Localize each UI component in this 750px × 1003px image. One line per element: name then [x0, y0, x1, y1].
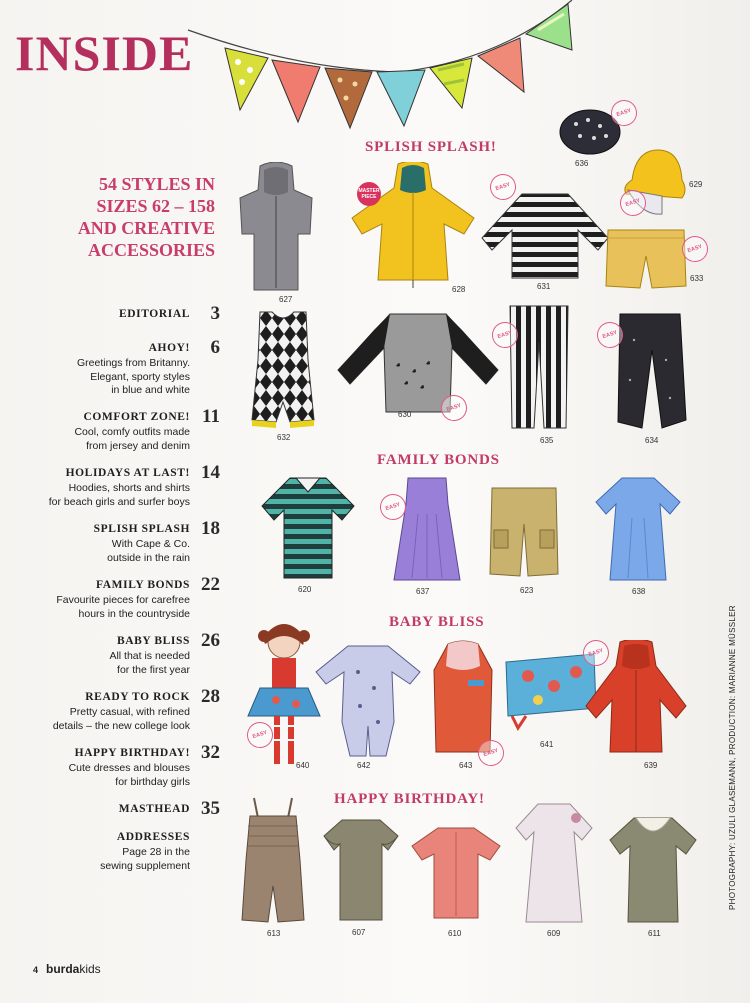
toc-description: Greetings from Britanny. Elegant, sporty styles in blue and white: [76, 357, 190, 396]
photo-credit: PHOTOGRAPHY: UZULI GLASEMANN, PRODUCTION: MARIANNE MÜSSLER: [728, 605, 737, 910]
item-number-641: 641: [540, 740, 554, 749]
easy-badge: EASY: [438, 392, 471, 425]
toc-page-number: 14: [201, 462, 220, 483]
brand-bold: burda: [46, 962, 80, 976]
toc-page-number: 35: [201, 798, 220, 819]
toc-description: Hoodies, shorts and shirts for beach girls and surfer boys: [48, 482, 190, 508]
easy-badge: EASY: [608, 97, 641, 130]
easy-badge: EASY: [487, 171, 520, 204]
section-title-baby-bliss: BABY BLISS: [389, 614, 485, 630]
item-611-lace-collar-dress[interactable]: [606, 814, 700, 926]
toc-heading: HOLIDAYS AT LAST!: [65, 467, 190, 479]
item-number-640: 640: [296, 761, 310, 770]
item-number-628: 628: [452, 285, 466, 294]
item-number-632: 632: [277, 433, 291, 442]
item-607-ruffle-blouse[interactable]: [322, 816, 400, 924]
item-620-striped-polo[interactable]: [258, 474, 358, 582]
toc-heading: EDITORIAL: [118, 308, 190, 320]
toc-heading: BABY BLISS: [116, 635, 190, 647]
item-633-yellow-shorts[interactable]: [604, 226, 688, 294]
easy-badge: EASY: [377, 491, 410, 524]
item-number-634: 634: [645, 436, 659, 445]
item-638-blue-dress[interactable]: [592, 474, 684, 584]
easy-badge: EASY: [594, 319, 627, 352]
section-title-family-bonds: FAMILY BONDS: [377, 452, 500, 468]
item-610-pink-blouse[interactable]: [410, 824, 502, 922]
toc-page-number: 22: [201, 574, 220, 595]
easy-badge: EASY: [580, 637, 613, 670]
toc-page-number: 11: [202, 406, 220, 427]
item-number-629: 629: [689, 180, 703, 189]
magazine-brand: [46, 962, 101, 976]
toc-description: Cool, comfy outfits made from jersey and denim: [74, 426, 190, 452]
item-609-white-dress[interactable]: [512, 800, 596, 926]
toc-heading: COMFORT ZONE!: [83, 411, 190, 423]
item-613-floral-jumpsuit[interactable]: [240, 796, 306, 926]
item-number-637: 637: [416, 587, 430, 596]
page-title: INSIDE: [15, 25, 194, 81]
item-630-raglan-sweater[interactable]: [334, 312, 502, 418]
item-number-643: 643: [459, 761, 473, 770]
item-number-611: 611: [648, 929, 661, 938]
item-632-harlequin-romper[interactable]: [248, 310, 318, 430]
toc-page-number: 3: [210, 303, 220, 324]
easy-badge: EASY: [489, 319, 522, 352]
item-number-620: 620: [298, 585, 312, 594]
item-639-red-hooded-jacket[interactable]: [582, 640, 690, 758]
tagline: 54 STYLES IN SIZES 62 – 158 AND CREATIVE ACCESSORIES: [77, 174, 215, 260]
toc-heading: AHOY!: [148, 342, 190, 354]
item-number-642: 642: [357, 761, 371, 770]
section-title-happy-birthday: HAPPY BIRTHDAY!: [334, 791, 485, 807]
item-number-630: 630: [398, 410, 412, 419]
easy-badge: EASY: [617, 187, 650, 220]
item-642-baby-romper[interactable]: [312, 642, 424, 760]
easy-badge: EASY: [475, 737, 508, 770]
toc-page-number: 18: [201, 518, 220, 539]
item-number-638: 638: [632, 587, 646, 596]
brand-rest: kids: [79, 962, 101, 976]
item-number-607: 607: [352, 928, 366, 937]
item-627-grey-hooded-vest[interactable]: [238, 162, 314, 292]
master-piece-badge: MASTER PIECE: [357, 182, 381, 206]
item-634-dark-pants[interactable]: [610, 310, 690, 434]
item-number-631: 631: [537, 282, 551, 291]
item-631-striped-top[interactable]: [478, 192, 612, 280]
toc-heading: HAPPY BIRTHDAY!: [74, 747, 190, 759]
item-number-639: 639: [644, 761, 658, 770]
toc-description: With Cape & Co. outside in the rain: [107, 538, 190, 564]
item-637-purple-dress[interactable]: [392, 474, 462, 584]
toc-heading: ADDRESSES: [116, 831, 190, 843]
item-635-striped-trousers[interactable]: [506, 302, 572, 432]
item-number-613: 613: [267, 929, 281, 938]
toc-heading: SPLISH SPLASH: [93, 523, 190, 535]
toc-description: Pretty casual, with refined details – the new college look: [52, 706, 190, 732]
bunting-garland: [180, 0, 580, 140]
item-number-623: 623: [520, 586, 534, 595]
toc-description: Favourite pieces for carefree hours in the countryside: [56, 594, 190, 620]
easy-badge: EASY: [244, 719, 277, 752]
toc-heading: MASTHEAD: [118, 803, 190, 815]
toc-page-number: 26: [201, 630, 220, 651]
page-number: 4: [33, 965, 39, 975]
toc-description: Cute dresses and blouses for birthday girls: [68, 762, 190, 788]
toc-page-number: 6: [210, 337, 220, 358]
item-number-609: 609: [547, 929, 561, 938]
item-number-635: 635: [540, 436, 554, 445]
section-title-splish-splash: SPLISH SPLASH!: [365, 139, 497, 155]
item-number-627: 627: [279, 295, 293, 304]
item-623-cargo-shorts[interactable]: [488, 484, 560, 580]
toc-page-number: 28: [201, 686, 220, 707]
toc-description: Page 28 in the sewing supplement: [100, 846, 190, 872]
toc-heading: FAMILY BONDS: [96, 579, 190, 591]
easy-badge: EASY: [679, 233, 712, 266]
item-number-633: 633: [690, 274, 704, 283]
item-number-636: 636: [575, 159, 589, 168]
toc-page-number: 32: [201, 742, 220, 763]
toc-description: All that is needed for the first year: [109, 650, 190, 676]
toc-heading: READY TO ROCK: [85, 691, 190, 703]
item-number-610: 610: [448, 929, 462, 938]
